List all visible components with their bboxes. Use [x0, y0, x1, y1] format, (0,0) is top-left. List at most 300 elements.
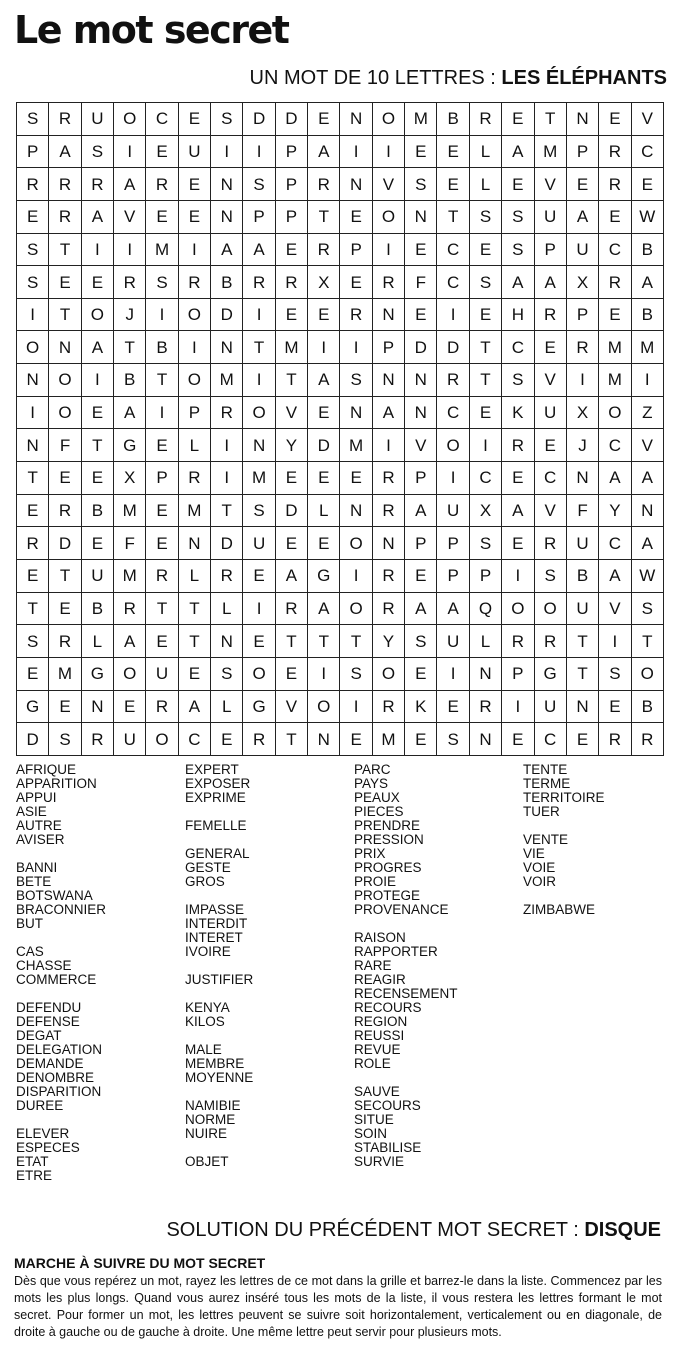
grid-cell[interactable]: T — [178, 625, 210, 658]
grid-cell[interactable]: P — [566, 135, 598, 168]
grid-cell[interactable]: E — [308, 396, 340, 429]
word-item[interactable]: NAMIBIE — [185, 1098, 241, 1113]
grid-cell[interactable]: T — [340, 625, 372, 658]
grid-cell[interactable]: E — [17, 200, 49, 233]
word-item[interactable]: DEGAT — [16, 1028, 62, 1043]
grid-cell[interactable]: E — [502, 103, 534, 136]
grid-cell[interactable]: E — [49, 266, 81, 299]
grid-cell[interactable]: C — [178, 723, 210, 756]
word-item[interactable]: PEAUX — [354, 790, 400, 805]
grid-cell[interactable]: F — [405, 266, 437, 299]
grid-cell[interactable]: R — [372, 266, 404, 299]
grid-cell[interactable]: P — [534, 233, 566, 266]
grid-cell[interactable]: V — [114, 200, 146, 233]
grid-cell[interactable]: O — [243, 396, 275, 429]
grid-cell[interactable]: N — [211, 168, 243, 201]
grid-cell[interactable]: R — [599, 135, 631, 168]
grid-cell[interactable]: G — [308, 559, 340, 592]
grid-cell[interactable]: E — [308, 103, 340, 136]
grid-cell[interactable]: B — [81, 592, 113, 625]
grid-cell[interactable]: R — [146, 690, 178, 723]
grid-cell[interactable]: S — [17, 625, 49, 658]
grid-cell[interactable]: E — [49, 690, 81, 723]
grid-cell[interactable]: S — [631, 592, 663, 625]
word-item[interactable]: REGION — [354, 1014, 408, 1029]
grid-cell[interactable]: E — [81, 396, 113, 429]
grid-cell[interactable]: D — [275, 103, 307, 136]
grid-cell[interactable]: E — [49, 462, 81, 495]
grid-cell[interactable]: O — [372, 103, 404, 136]
grid-cell[interactable]: E — [178, 657, 210, 690]
grid-cell[interactable]: I — [243, 592, 275, 625]
word-item[interactable]: EXPERT — [185, 762, 239, 777]
grid-cell[interactable]: E — [146, 625, 178, 658]
word-item[interactable]: REAGIR — [354, 972, 406, 987]
word-item[interactable]: SITUE — [354, 1112, 394, 1127]
grid-cell[interactable]: T — [81, 429, 113, 462]
grid-cell[interactable]: V — [275, 690, 307, 723]
grid-cell[interactable]: A — [114, 396, 146, 429]
grid-cell[interactable]: C — [599, 429, 631, 462]
grid-cell[interactable]: N — [211, 200, 243, 233]
grid-cell[interactable]: D — [437, 331, 469, 364]
grid-cell[interactable]: R — [372, 592, 404, 625]
grid-cell[interactable]: I — [340, 331, 372, 364]
grid-cell[interactable]: U — [146, 657, 178, 690]
grid-cell[interactable]: G — [534, 657, 566, 690]
grid-cell[interactable]: R — [146, 168, 178, 201]
word-item[interactable]: ASIE — [16, 804, 47, 819]
grid-cell[interactable]: G — [81, 657, 113, 690]
grid-cell[interactable]: C — [437, 266, 469, 299]
grid-cell[interactable]: V — [599, 592, 631, 625]
grid-cell[interactable]: P — [405, 527, 437, 560]
grid-cell[interactable]: V — [372, 168, 404, 201]
word-item[interactable]: SECOURS — [354, 1098, 421, 1113]
word-item[interactable]: ETAT — [16, 1154, 49, 1169]
grid-cell[interactable]: V — [275, 396, 307, 429]
word-item[interactable]: FEMELLE — [185, 818, 247, 833]
word-item[interactable]: BRACONNIER — [16, 902, 107, 917]
grid-cell[interactable]: A — [599, 559, 631, 592]
grid-cell[interactable]: A — [372, 396, 404, 429]
word-item[interactable]: RARE — [354, 958, 392, 973]
word-item[interactable]: TERME — [523, 776, 571, 791]
grid-cell[interactable]: H — [502, 298, 534, 331]
grid-cell[interactable]: A — [502, 494, 534, 527]
grid-cell[interactable]: A — [631, 462, 663, 495]
grid-cell[interactable]: R — [17, 527, 49, 560]
word-item[interactable]: NUIRE — [185, 1126, 228, 1141]
grid-cell[interactable]: S — [599, 657, 631, 690]
word-item[interactable]: PAYS — [354, 776, 389, 791]
grid-cell[interactable]: R — [211, 396, 243, 429]
grid-cell[interactable]: R — [372, 690, 404, 723]
grid-cell[interactable]: R — [469, 103, 501, 136]
word-item[interactable]: REUSSI — [354, 1028, 405, 1043]
grid-cell[interactable]: N — [566, 690, 598, 723]
grid-cell[interactable]: E — [178, 103, 210, 136]
grid-cell[interactable]: R — [211, 559, 243, 592]
grid-cell[interactable]: V — [405, 429, 437, 462]
grid-cell[interactable]: E — [146, 135, 178, 168]
grid-cell[interactable]: C — [534, 462, 566, 495]
grid-cell[interactable]: A — [178, 690, 210, 723]
grid-cell[interactable]: N — [405, 364, 437, 397]
grid-cell[interactable]: T — [566, 657, 598, 690]
grid-cell[interactable]: U — [243, 527, 275, 560]
grid-cell[interactable]: D — [49, 527, 81, 560]
grid-cell[interactable]: E — [340, 723, 372, 756]
grid-cell[interactable]: E — [599, 690, 631, 723]
grid-cell[interactable]: I — [372, 429, 404, 462]
grid-cell[interactable]: A — [308, 135, 340, 168]
grid-cell[interactable]: O — [308, 690, 340, 723]
grid-cell[interactable]: E — [631, 168, 663, 201]
grid-cell[interactable]: S — [405, 168, 437, 201]
word-item[interactable]: ROLE — [354, 1056, 391, 1071]
grid-cell[interactable]: R — [243, 266, 275, 299]
grid-cell[interactable]: M — [243, 462, 275, 495]
grid-cell[interactable]: O — [599, 396, 631, 429]
word-item[interactable]: INTERET — [185, 930, 243, 945]
grid-cell[interactable]: A — [599, 462, 631, 495]
grid-cell[interactable]: I — [114, 135, 146, 168]
grid-cell[interactable]: S — [469, 266, 501, 299]
grid-cell[interactable]: O — [534, 592, 566, 625]
grid-cell[interactable]: L — [469, 168, 501, 201]
grid-cell[interactable]: U — [114, 723, 146, 756]
grid-cell[interactable]: M — [211, 364, 243, 397]
grid-cell[interactable]: D — [405, 331, 437, 364]
grid-cell[interactable]: M — [340, 429, 372, 462]
grid-cell[interactable]: I — [146, 298, 178, 331]
grid-cell[interactable]: R — [114, 266, 146, 299]
word-item[interactable]: BOTSWANA — [16, 888, 93, 903]
grid-cell[interactable]: T — [275, 723, 307, 756]
grid-cell[interactable]: A — [81, 200, 113, 233]
grid-cell[interactable]: B — [81, 494, 113, 527]
grid-cell[interactable]: I — [17, 396, 49, 429]
grid-cell[interactable]: T — [49, 559, 81, 592]
word-item[interactable]: RECOURS — [354, 1000, 422, 1015]
grid-cell[interactable]: Z — [631, 396, 663, 429]
grid-cell[interactable]: A — [114, 168, 146, 201]
word-item[interactable]: AFRIQUE — [16, 762, 77, 777]
grid-cell[interactable]: A — [437, 592, 469, 625]
grid-cell[interactable]: E — [146, 200, 178, 233]
word-item[interactable]: DUREE — [16, 1098, 64, 1113]
grid-cell[interactable]: T — [437, 200, 469, 233]
grid-cell[interactable]: X — [566, 266, 598, 299]
word-item[interactable]: PARC — [354, 762, 391, 777]
grid-cell[interactable]: E — [178, 200, 210, 233]
grid-cell[interactable]: C — [502, 331, 534, 364]
grid-cell[interactable]: U — [566, 233, 598, 266]
word-item[interactable]: MALE — [185, 1042, 222, 1057]
word-item[interactable]: PRENDRE — [354, 818, 421, 833]
grid-cell[interactable]: B — [566, 559, 598, 592]
grid-cell[interactable]: R — [178, 266, 210, 299]
grid-cell[interactable]: P — [566, 298, 598, 331]
grid-cell[interactable]: P — [469, 559, 501, 592]
grid-cell[interactable]: E — [275, 462, 307, 495]
grid-cell[interactable]: T — [146, 592, 178, 625]
grid-cell[interactable]: S — [211, 103, 243, 136]
grid-cell[interactable]: D — [17, 723, 49, 756]
word-item[interactable]: VENTE — [523, 832, 569, 847]
grid-cell[interactable]: L — [211, 690, 243, 723]
word-item[interactable]: TENTE — [523, 762, 568, 777]
grid-cell[interactable]: O — [49, 364, 81, 397]
grid-cell[interactable]: R — [49, 200, 81, 233]
grid-cell[interactable]: E — [308, 298, 340, 331]
grid-cell[interactable]: D — [211, 527, 243, 560]
grid-cell[interactable]: E — [308, 462, 340, 495]
grid-cell[interactable]: B — [211, 266, 243, 299]
grid-cell[interactable]: N — [243, 429, 275, 462]
grid-cell[interactable]: P — [146, 462, 178, 495]
grid-cell[interactable]: N — [17, 429, 49, 462]
grid-cell[interactable]: W — [631, 559, 663, 592]
grid-cell[interactable]: R — [81, 168, 113, 201]
grid-cell[interactable]: S — [534, 559, 566, 592]
word-item[interactable]: PROTEGE — [354, 888, 421, 903]
grid-cell[interactable]: P — [275, 168, 307, 201]
grid-cell[interactable]: O — [243, 657, 275, 690]
grid-cell[interactable]: I — [340, 690, 372, 723]
grid-cell[interactable]: P — [17, 135, 49, 168]
grid-cell[interactable]: U — [437, 625, 469, 658]
grid-cell[interactable]: M — [631, 331, 663, 364]
grid-cell[interactable]: E — [405, 559, 437, 592]
grid-cell[interactable]: T — [275, 364, 307, 397]
grid-cell[interactable]: T — [469, 331, 501, 364]
grid-cell[interactable]: Y — [275, 429, 307, 462]
grid-cell[interactable]: I — [243, 135, 275, 168]
grid-cell[interactable]: I — [599, 625, 631, 658]
grid-cell[interactable]: I — [372, 135, 404, 168]
grid-cell[interactable]: E — [437, 135, 469, 168]
grid-cell[interactable]: C — [469, 462, 501, 495]
word-item[interactable]: DISPARITION — [16, 1084, 102, 1099]
grid-cell[interactable]: A — [114, 625, 146, 658]
grid-cell[interactable]: L — [308, 494, 340, 527]
grid-cell[interactable]: E — [469, 233, 501, 266]
grid-cell[interactable]: T — [146, 364, 178, 397]
grid-cell[interactable]: E — [502, 723, 534, 756]
grid-cell[interactable]: U — [566, 592, 598, 625]
grid-cell[interactable]: E — [146, 527, 178, 560]
grid-cell[interactable]: R — [146, 559, 178, 592]
grid-cell[interactable]: A — [566, 200, 598, 233]
grid-cell[interactable]: N — [81, 690, 113, 723]
grid-cell[interactable]: T — [211, 494, 243, 527]
grid-cell[interactable]: I — [469, 429, 501, 462]
grid-cell[interactable]: N — [17, 364, 49, 397]
grid-cell[interactable]: J — [566, 429, 598, 462]
grid-cell[interactable]: I — [340, 135, 372, 168]
word-item[interactable]: TUER — [523, 804, 560, 819]
grid-cell[interactable]: D — [243, 103, 275, 136]
grid-cell[interactable]: S — [211, 657, 243, 690]
word-item[interactable]: RECENSEMENT — [354, 986, 458, 1001]
grid-cell[interactable]: T — [308, 200, 340, 233]
grid-cell[interactable]: A — [502, 135, 534, 168]
grid-cell[interactable]: R — [534, 625, 566, 658]
word-item[interactable]: CHASSE — [16, 958, 72, 973]
grid-cell[interactable]: P — [405, 462, 437, 495]
grid-cell[interactable]: R — [49, 168, 81, 201]
grid-cell[interactable]: E — [275, 657, 307, 690]
grid-cell[interactable]: R — [49, 103, 81, 136]
grid-cell[interactable]: S — [469, 527, 501, 560]
word-item[interactable]: RAPPORTER — [354, 944, 438, 959]
grid-cell[interactable]: E — [17, 559, 49, 592]
word-item[interactable]: VIE — [523, 846, 545, 861]
grid-cell[interactable]: N — [405, 396, 437, 429]
word-item[interactable]: OBJET — [185, 1154, 229, 1169]
grid-cell[interactable]: O — [502, 592, 534, 625]
grid-cell[interactable]: A — [308, 592, 340, 625]
word-item[interactable]: MOYENNE — [185, 1070, 254, 1085]
grid-cell[interactable]: I — [146, 396, 178, 429]
grid-cell[interactable]: U — [566, 527, 598, 560]
grid-cell[interactable]: N — [469, 657, 501, 690]
grid-cell[interactable]: E — [340, 200, 372, 233]
grid-cell[interactable]: U — [534, 396, 566, 429]
word-item[interactable]: VOIE — [523, 860, 556, 875]
word-item[interactable]: RAISON — [354, 930, 406, 945]
grid-cell[interactable]: O — [178, 298, 210, 331]
word-item[interactable]: ETRE — [16, 1168, 53, 1183]
grid-cell[interactable]: S — [502, 200, 534, 233]
grid-cell[interactable]: R — [469, 690, 501, 723]
grid-cell[interactable]: E — [49, 592, 81, 625]
word-item[interactable]: GROS — [185, 874, 225, 889]
grid-cell[interactable]: E — [81, 266, 113, 299]
grid-cell[interactable]: M — [405, 103, 437, 136]
word-item[interactable]: VOIR — [523, 874, 557, 889]
word-item[interactable]: NORME — [185, 1112, 236, 1127]
grid-cell[interactable]: T — [49, 298, 81, 331]
grid-cell[interactable]: I — [81, 364, 113, 397]
grid-cell[interactable]: V — [534, 168, 566, 201]
grid-cell[interactable]: R — [243, 723, 275, 756]
word-item[interactable]: DEMANDE — [16, 1056, 84, 1071]
grid-cell[interactable]: O — [437, 429, 469, 462]
grid-cell[interactable]: G — [114, 429, 146, 462]
grid-cell[interactable]: R — [308, 233, 340, 266]
grid-cell[interactable]: T — [17, 592, 49, 625]
grid-cell[interactable]: M — [599, 331, 631, 364]
grid-cell[interactable]: I — [566, 364, 598, 397]
grid-cell[interactable]: R — [49, 625, 81, 658]
grid-cell[interactable]: X — [308, 266, 340, 299]
grid-cell[interactable]: P — [243, 200, 275, 233]
grid-cell[interactable]: C — [146, 103, 178, 136]
grid-cell[interactable]: T — [114, 331, 146, 364]
grid-cell[interactable]: P — [372, 331, 404, 364]
grid-cell[interactable]: R — [308, 168, 340, 201]
grid-cell[interactable]: R — [17, 168, 49, 201]
grid-cell[interactable]: P — [437, 559, 469, 592]
grid-cell[interactable]: N — [308, 723, 340, 756]
grid-cell[interactable]: R — [275, 266, 307, 299]
word-item[interactable]: SOIN — [354, 1126, 388, 1141]
word-item[interactable]: AUTRE — [16, 818, 62, 833]
grid-cell[interactable]: M — [114, 559, 146, 592]
grid-cell[interactable]: S — [502, 364, 534, 397]
grid-cell[interactable]: E — [211, 723, 243, 756]
grid-cell[interactable]: A — [243, 233, 275, 266]
grid-cell[interactable]: I — [211, 135, 243, 168]
grid-cell[interactable]: E — [502, 527, 534, 560]
grid-cell[interactable]: A — [211, 233, 243, 266]
grid-cell[interactable]: E — [437, 690, 469, 723]
grid-cell[interactable]: E — [17, 657, 49, 690]
word-item[interactable]: ELEVER — [16, 1126, 70, 1141]
grid-cell[interactable]: V — [631, 103, 663, 136]
word-item[interactable]: IVOIRE — [185, 944, 231, 959]
grid-cell[interactable]: A — [308, 364, 340, 397]
grid-cell[interactable]: Y — [599, 494, 631, 527]
grid-cell[interactable]: R — [178, 462, 210, 495]
grid-cell[interactable]: O — [17, 331, 49, 364]
grid-cell[interactable]: M — [114, 494, 146, 527]
grid-cell[interactable]: D — [308, 429, 340, 462]
grid-cell[interactable]: I — [178, 331, 210, 364]
grid-cell[interactable]: E — [275, 527, 307, 560]
word-item[interactable]: APPUI — [16, 790, 57, 805]
word-item[interactable]: BUT — [16, 916, 43, 931]
grid-cell[interactable]: O — [146, 723, 178, 756]
grid-cell[interactable]: X — [566, 396, 598, 429]
grid-cell[interactable]: E — [566, 723, 598, 756]
word-item[interactable]: KENYA — [185, 1000, 230, 1015]
word-item[interactable]: TERRITOIRE — [523, 790, 605, 805]
word-item[interactable]: AVISER — [16, 832, 65, 847]
grid-cell[interactable]: E — [275, 298, 307, 331]
grid-cell[interactable]: R — [534, 527, 566, 560]
grid-cell[interactable]: F — [114, 527, 146, 560]
grid-cell[interactable]: M — [275, 331, 307, 364]
grid-cell[interactable]: E — [17, 494, 49, 527]
grid-cell[interactable]: I — [243, 364, 275, 397]
grid-cell[interactable]: S — [340, 364, 372, 397]
word-item[interactable]: DEFENDU — [16, 1000, 82, 1015]
word-item[interactable]: PROVENANCE — [354, 902, 449, 917]
grid-cell[interactable]: R — [114, 592, 146, 625]
word-item[interactable]: SURVIE — [354, 1154, 405, 1169]
grid-cell[interactable]: O — [372, 200, 404, 233]
grid-cell[interactable]: B — [631, 233, 663, 266]
grid-cell[interactable]: S — [81, 135, 113, 168]
grid-cell[interactable]: E — [405, 233, 437, 266]
grid-cell[interactable]: S — [146, 266, 178, 299]
word-item[interactable]: ZIMBABWE — [523, 902, 596, 917]
grid-cell[interactable]: R — [437, 364, 469, 397]
grid-cell[interactable]: M — [49, 657, 81, 690]
grid-cell[interactable]: R — [599, 168, 631, 201]
grid-cell[interactable]: P — [275, 200, 307, 233]
grid-cell[interactable]: R — [599, 723, 631, 756]
grid-cell[interactable]: S — [243, 494, 275, 527]
grid-cell[interactable]: M — [599, 364, 631, 397]
grid-cell[interactable]: I — [81, 233, 113, 266]
grid-cell[interactable]: U — [81, 103, 113, 136]
word-item[interactable]: INTERDIT — [185, 916, 248, 931]
